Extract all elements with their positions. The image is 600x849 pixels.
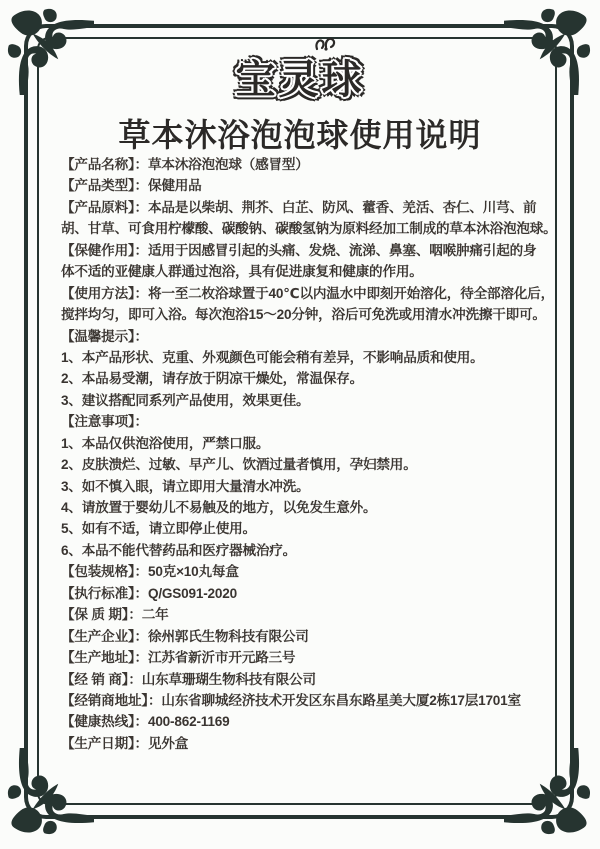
- text-line: 【经 销 商】：山东草珊瑚生物科技有限公司: [61, 671, 316, 687]
- text-line: 3、建议搭配同系列产品使用，效果更佳。: [61, 392, 310, 408]
- text-line: 体不适的亚健康人群通过泡浴，具有促进康复和健康的作用。: [61, 264, 423, 280]
- text-line: 【生产企业】：徐州郭氏生物科技有限公司: [61, 628, 309, 644]
- text-line: 3、如不慎入眼，请立即用大量清水冲洗。: [61, 478, 310, 494]
- text-line: 【保 质 期】：二年: [61, 607, 169, 623]
- text-line: 搅拌均匀，即可入浴。每次泡浴15～20分钟，浴后可免洗或用清水冲洗擦干即可。: [61, 307, 546, 323]
- corner-flourish-icon: [504, 748, 592, 836]
- text-line: 【产品名称】：草本沐浴泡泡球（感冒型）: [61, 157, 309, 172]
- text-line: 【保健作用】：适用于因感冒引起的头痛、发烧、流涕、鼻塞、咽喉肿痛引起的身: [61, 242, 537, 258]
- text-line: 【包装规格】：50克×10丸每盒: [61, 564, 239, 580]
- text-line: 2、皮肤溃烂、过敏、早产儿、饮酒过量者慎用，孕妇禁用。: [61, 457, 417, 473]
- text-line: 1、本品仅供泡浴使用，严禁口服。: [61, 435, 270, 451]
- text-line: 5、如有不适，请立即停止使用。: [61, 521, 256, 537]
- text-line: 1、本产品形状、克重、外观颜色可能会稍有差异，不影响品质和使用。: [61, 349, 484, 365]
- text-line: 【经销商地址】：山东省聊城经济技术开发区东昌东路星美大厦2栋17层1701室: [61, 692, 521, 708]
- brand-logo: [0, 48, 600, 105]
- text-line: 【健康热线】：400-862-1169: [61, 714, 230, 730]
- content-lines: [61, 154, 557, 754]
- text-line: 胡、甘草、可食用柠檬酸、碳酸钠、碳酸氢钠为原料经加工制成的草本沐浴泡泡球。: [61, 221, 557, 237]
- text-line: 【注意事项】：: [61, 414, 148, 430]
- brand-logo-text: 宝灵球: [235, 58, 365, 102]
- text-line: 【产品类型】：保健用品: [61, 178, 202, 194]
- text-line: 【生产日期】：见外盒: [61, 735, 189, 751]
- text-line: 【生产地址】：江苏省新沂市开元路三号: [61, 650, 296, 666]
- text-line: 【产品原料】：本品是以柴胡、荆芥、白芷、防风、藿香、羌活、杏仁、川芎、前: [61, 199, 537, 215]
- text-line: 【使用方法】：将一至二枚浴球置于40℃以内温水中即刻开始溶化，待全部溶化后，: [61, 285, 554, 301]
- sprout-doodle-icon: [313, 35, 339, 53]
- text-line: 2、本品易受潮，请存放于阴凉干燥处，常温保存。: [61, 371, 364, 387]
- text-line: 6、本品不能代替药品和医疗器械治疗。: [61, 542, 297, 558]
- page-title: 草本沐浴泡泡球使用说明: [118, 117, 482, 153]
- text-line: 4、请放置于婴幼儿不易触及的地方，以免发生意外。: [61, 500, 377, 515]
- text-line: 【温馨提示】：: [61, 328, 148, 344]
- corner-flourish-icon: [6, 748, 94, 836]
- text-line: 【执行标准】：Q/GS091-2020: [61, 585, 237, 601]
